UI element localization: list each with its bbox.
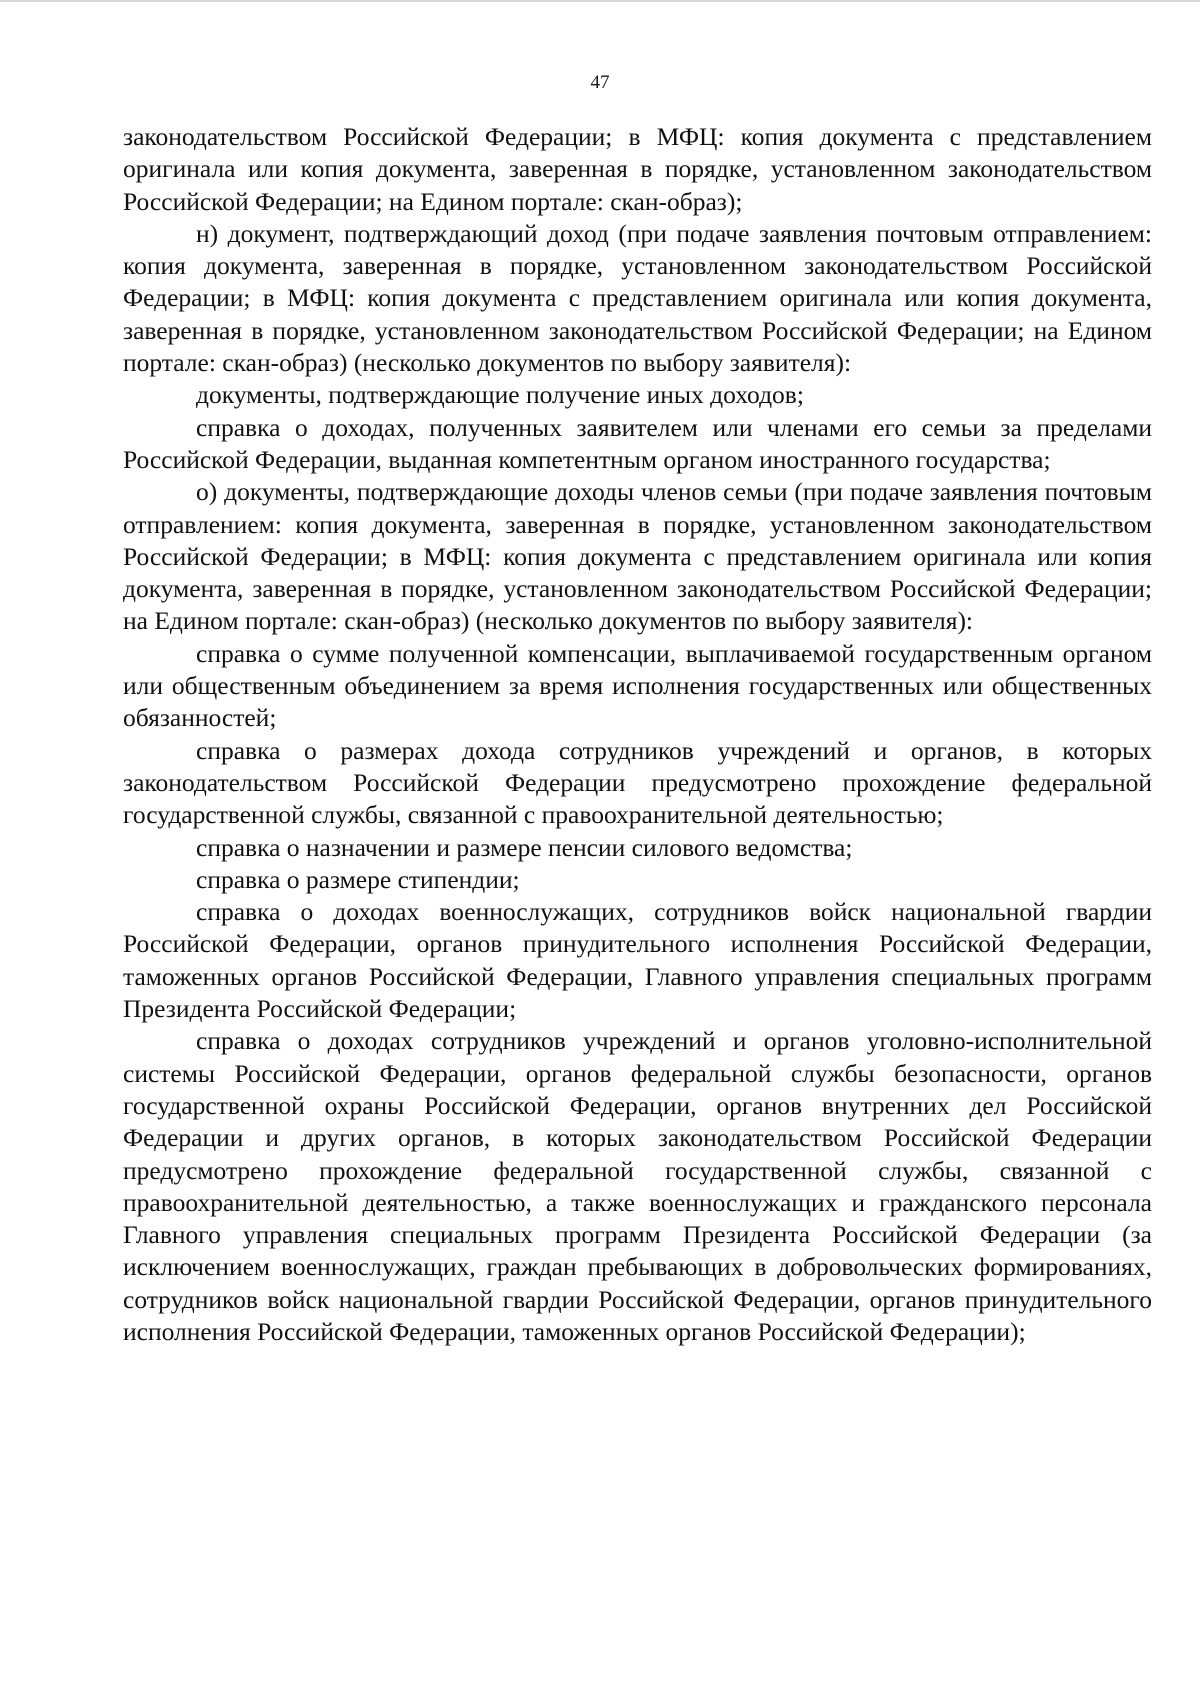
scan-edge-line	[0, 0, 1200, 2]
paragraph-law-enforcement-income: справка о размерах дохода сотрудников учреждений и органов, в которых законодательством Российской Федерации предусмотрено прохождение федеральной государственной службы, связанной с правоохранительной деятельностью;	[123, 735, 1152, 830]
paragraph-stipend: справка о размере стипендии;	[196, 864, 520, 894]
paragraph-continuation: законодательством Российской Федерации; в МФЦ: копия документа с представлением оригинала или копия документа, заверенная в порядке, установленном законодательством Российской Федерации; на Едином портале: скан-образ);	[123, 122, 1152, 216]
paragraph-compensation: справка о сумме полученной компенсации, выплачиваемой государственным органом или общественным объединением за время исполнения государственных или общественных обязанностей;	[123, 638, 1152, 733]
paragraph-pension: справка о назначении и размере пенсии силового ведомства;	[196, 832, 853, 862]
paragraph-penitentiary-income: справка о доходах сотрудников учреждений и органов уголовно-исполнительной системы Российской Федерации, органов федеральной службы безопасности, органов государственной охраны Российской Федерации, органов внутренних дел Российской Федерации и других органов, в которых законодательством Российской Федерации предусмотрено прохождение федеральной государственной службы, связанной с правоохранительной деятельностью, а также военнослужащих и гражданского персонала Главного управления специальных программ Президента Российской Федерации (за исключением военнослужащих, граждан пребывающих в добровольческих формированиях, сотрудников войск национальной гвардии Российской Федерации, органов принудительного исполнения Российской Федерации, таможенных органов Российской Федерации);	[123, 1026, 1152, 1346]
document-body	[123, 121, 1152, 1348]
paragraph-foreign-income: справка о доходах, полученных заявителем или членами его семьи за пределами Российской Федерации, выданная компетентным органом иностранного государства;	[123, 412, 1152, 474]
paragraph-military-income: справка о доходах военнослужащих, сотрудников войск национальной гвардии Российской Федерации, органов принудительного исполнения Российской Федерации, таможенных органов Российской Федерации, Главного управления специальных программ Президента Российской Федерации;	[123, 897, 1152, 1024]
paragraph-item-n: н) документ, подтверждающий доход (при подаче заявления почтовым отправлением: копия документа, заверенная в порядке, установленном законодательством Российской Федерации; в МФЦ: копия документа с представлением оригинала или копия документа, заверенная в порядке, установленном законодательством Российской Федерации; на Едином портале: скан-образ) (несколько документов по выбору заявителя):	[123, 218, 1152, 378]
page-number: 47	[590, 72, 610, 93]
paragraph-item-o: о) документы, подтверждающие доходы членов семьи (при подаче заявления почтовым отправлением: копия документа, заверенная в порядке, установленном законодательством Российской Федерации; в МФЦ: копия документа с представлением оригинала или копия документа, заверенная в порядке, установленном законодательством Российской Федерации; на Едином портале: скан-образ) (несколько документов по выбору заявителя):	[123, 477, 1152, 636]
paragraph-other-income: документы, подтверждающие получение иных доходов;	[196, 380, 804, 410]
